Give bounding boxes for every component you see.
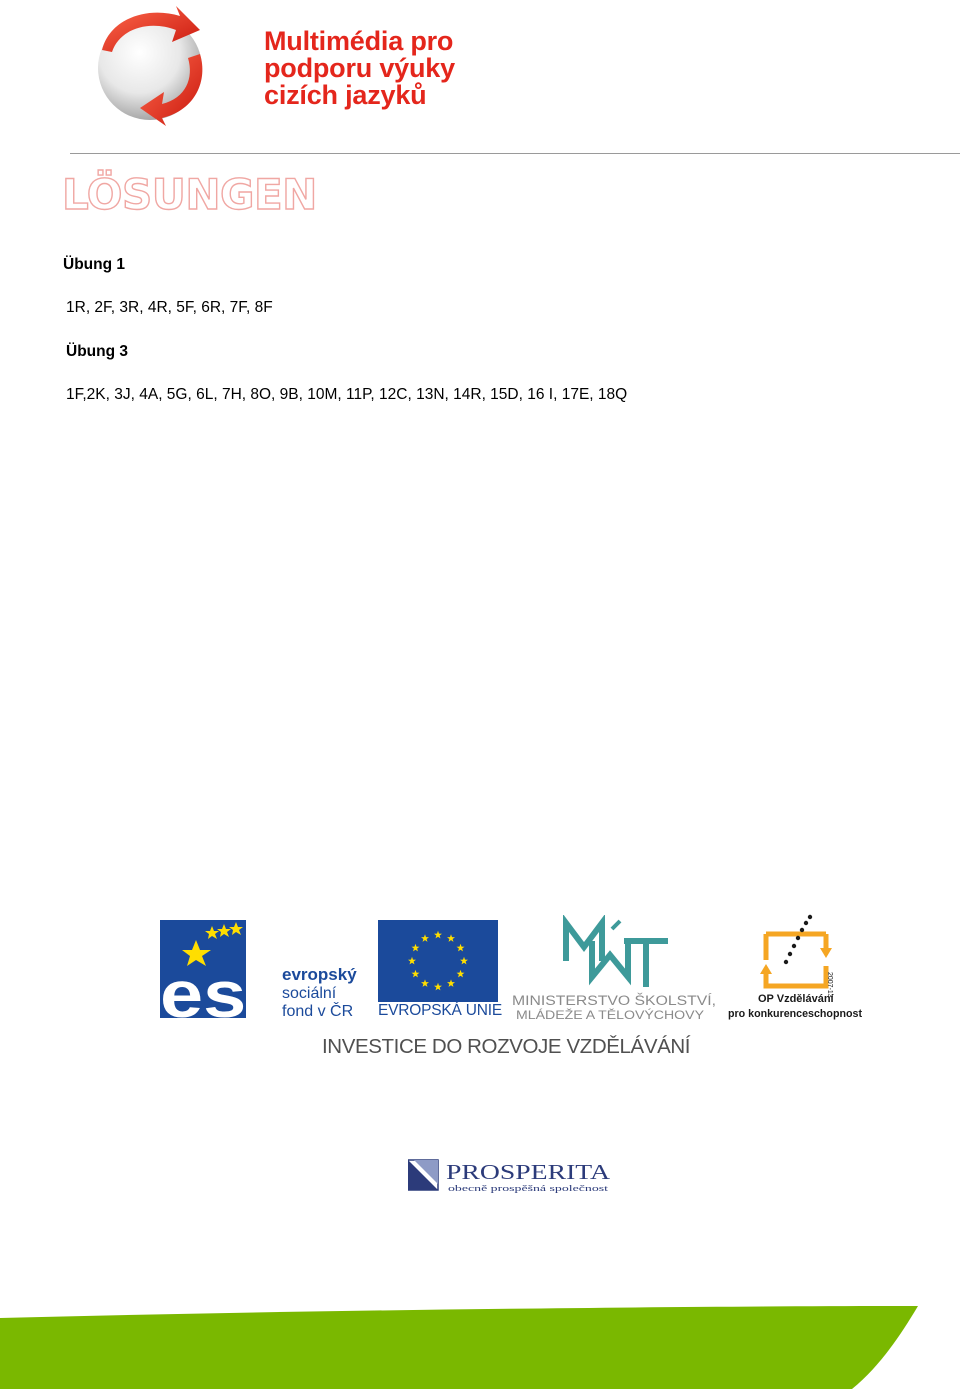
prosperita-tagline: obecně prospěšná společnost <box>448 1184 610 1193</box>
esf-logo <box>160 918 370 1020</box>
page-heading: LÖSUNGEN <box>62 170 317 219</box>
eu-flag-icon <box>378 920 498 1002</box>
esf-line2: sociální <box>282 985 337 1002</box>
op-line1: OP Vzdělávání <box>758 993 834 1005</box>
eu-label: EVROPSKÁ UNIE <box>378 1002 503 1019</box>
prosperita-logo <box>408 1156 614 1196</box>
exercise-answers: 1R, 2F, 3R, 4R, 5F, 6R, 7F, 8F <box>66 299 273 316</box>
msmt-logo <box>508 915 720 1021</box>
multimedia-logo-icon <box>88 4 212 126</box>
esf-mark: esf <box>160 957 274 1020</box>
exercise-answers: 1F,2K, 3J, 4A, 5G, 6L, 7H, 8O, 9B, 10M, 11P, 12C, 13N, 14R, 15D, 16 I, 17E, 18Q <box>66 386 628 403</box>
header-title-line: podporu výuky <box>264 53 455 83</box>
esf-line1: evropský <box>282 965 357 984</box>
exercise-label: Übung 1 <box>63 256 125 273</box>
footer-green-band <box>0 1296 960 1389</box>
header-title-line: Multimédia pro <box>264 26 454 56</box>
op-vzdelavani-logo <box>726 914 866 1022</box>
header-title-line: cizích jazyků <box>264 80 427 110</box>
msmt-line1: MINISTERSTVO ŠKOLSTVÍ, <box>512 993 716 1008</box>
prosperita-name: PROSPERITA <box>446 1160 612 1184</box>
header-divider <box>70 153 960 154</box>
exercise-label: Übung 3 <box>66 343 128 360</box>
esf-line3: fond v ČR <box>282 1003 354 1020</box>
header-title <box>264 28 524 109</box>
msmt-line2: MLÁDEŽE A TĚLOVÝCHOVY <box>516 1008 676 1021</box>
op-years: 2007-13 <box>826 972 833 998</box>
investice-slogan: INVESTICE DO ROZVOJE VZDĚLÁVÁNÍ <box>322 1035 691 1058</box>
op-line2: pro konkurenceschopnost <box>728 1008 863 1020</box>
